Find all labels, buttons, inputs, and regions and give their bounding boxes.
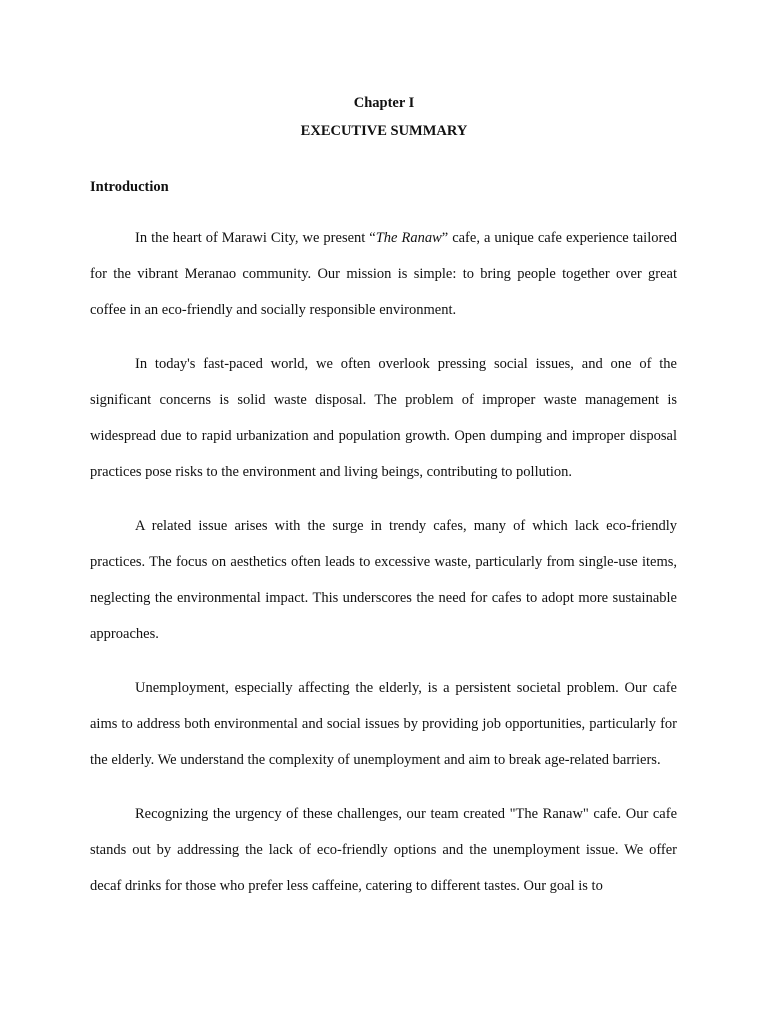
cafe-name-italic: The Ranaw (375, 230, 442, 246)
page-title: EXECUTIVE SUMMARY (300, 123, 468, 139)
chapter-label: Chapter I (353, 95, 415, 111)
paragraph-1-before: In the heart of Marawi City, we present “ (135, 230, 376, 246)
section-heading: Introduction (90, 179, 169, 195)
paragraph-1-after: ” cafe, a unique cafe experience tailored for the vibrant Meranao community. Our mission is simple: to bring people together over great coffee in an eco-friendly and socially responsible environment. (90, 230, 678, 318)
paragraph-2: In today's fast-paced world, we often overlook pressing social issues, and one of the significant concerns is solid waste disposal. The problem of improper waste management is widespread due to rapid urbanization and population growth. Open dumping and improper disposal practices pose risks to the environment and living beings, contributing to pollution. (90, 356, 677, 480)
body-text (90, 220, 677, 922)
paragraph-5: Recognizing the urgency of these challenges, our team created "The Ranaw" cafe. Our cafe stands out by addressing the lack of eco-friendly options and the unemployment issue. We offer decaf drinks for those who prefer less caffeine, catering to different tastes. Our goal is to (90, 806, 677, 894)
paragraph-3: A related issue arises with the surge in trendy cafes, many of which lack eco-friendly practices. The focus on aesthetics often leads to excessive waste, particularly from single-use items, neglecting the environmental impact. This underscores the need for cafes to adopt more sustainable approaches. (90, 518, 677, 642)
paragraph-1 (90, 220, 677, 328)
paragraph-4: Unemployment, especially affecting the elderly, is a persistent societal problem. Our cafe aims to address both environmental and social issues by providing job opportunities, particularly for the elderly. We understand the complexity of unemployment and aim to break age-related barriers. (90, 680, 677, 768)
